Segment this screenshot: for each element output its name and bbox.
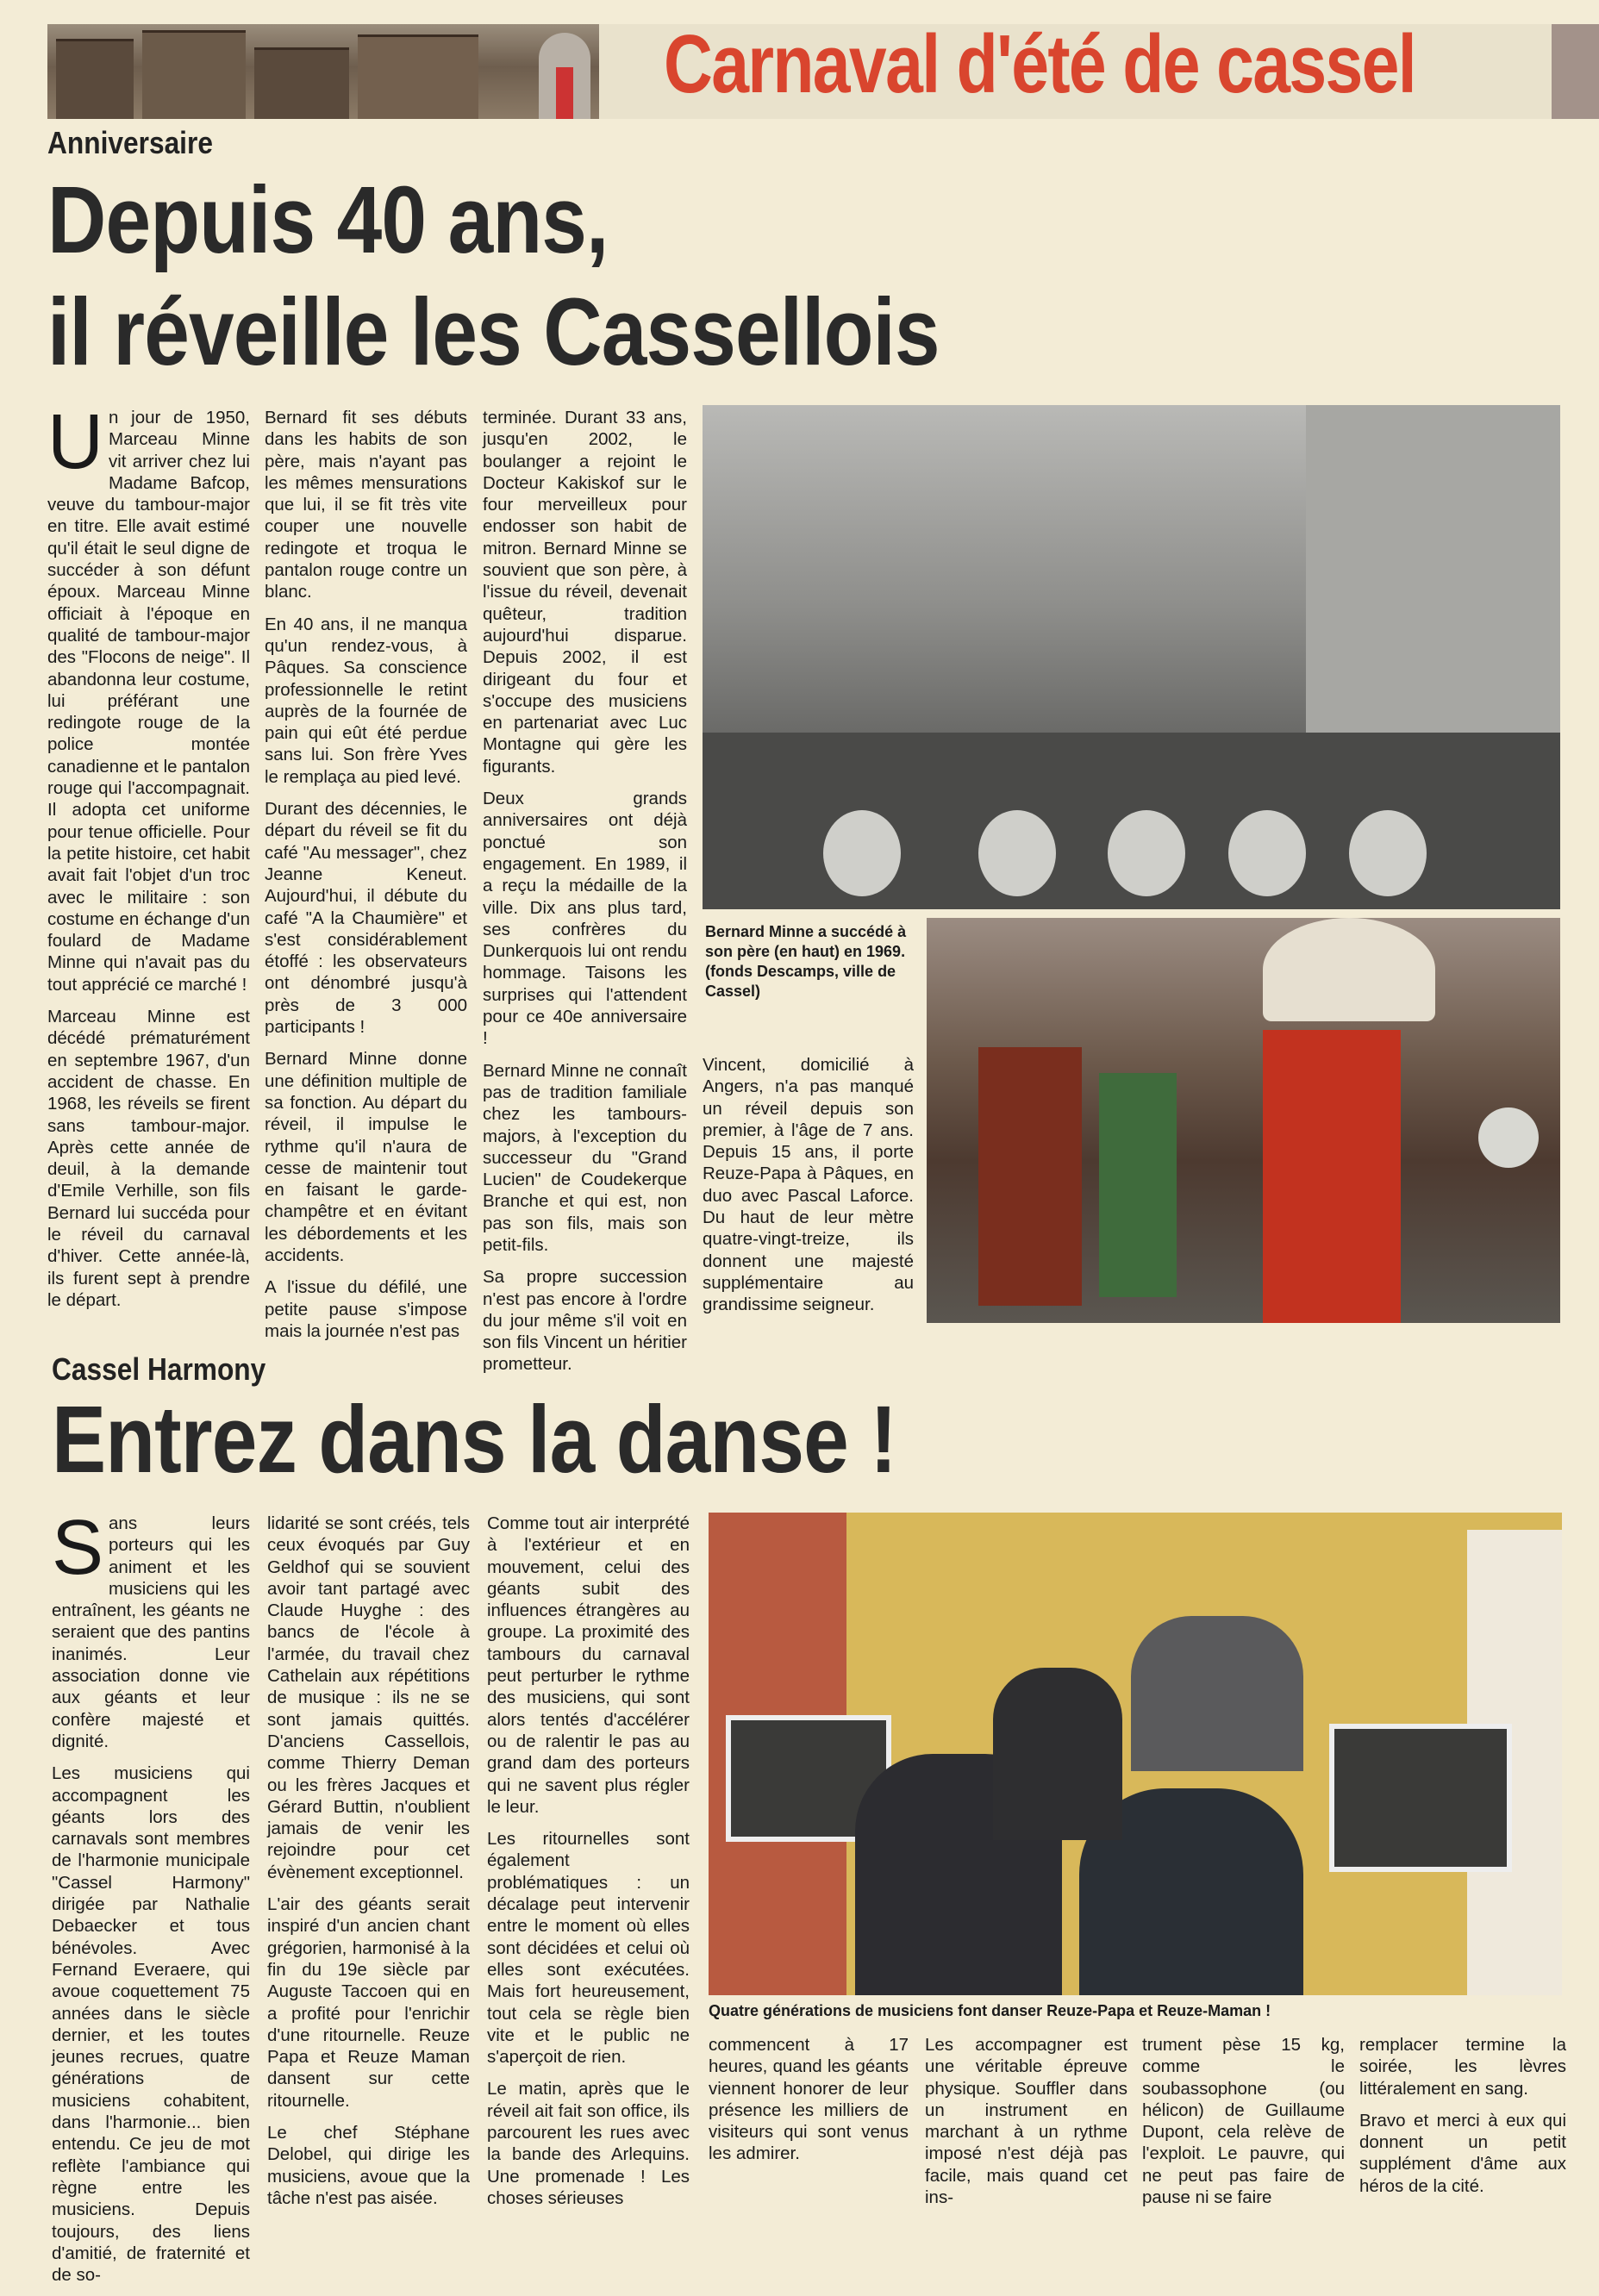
- article2-column-2: [267, 1513, 470, 2219]
- drop-cap-2: S: [52, 1505, 104, 1591]
- article1-column-1: [47, 399, 250, 1321]
- article2-col1-p2: Les musiciens qui accompagnent les géants lors des carnavals sont membres de l'harmonie municipale "Cassel Harmony" dirigée par Nathalie Debaecker et tous bénévoles. Avec Fernand Everaere, qui avoue coquettement 75 années dans le siècle dernier, et les toutes jeunes recrues, quatre générations de musiciens cohabitent, dans l'harmonie... bien entendu. Ce jeu de mot reflète l'ambiance qui règne entre les musiciens. Depuis toujours, des liens d'amitié, de fraternité et de so-: [52, 1763, 250, 2286]
- article2-kicker: Cassel Harmony: [52, 1351, 266, 1387]
- article2-col1-p1: ans leurs porteurs qui les animent et les musiciens qui les entraînent, les géants ne seraient que des pantins inanimés. Leur association donne vie aux géants et leur confère majesté et dignité.: [52, 1513, 250, 1751]
- article1-kicker: Anniversaire: [47, 125, 213, 160]
- article2-col2-p2: L'air des géants serait inspiré d'un ancien chant grégorien, harmonisé à la fin du 19e siècle par Auguste Taccoen qui en a profité pour l'enrichir d'une ritournelle. Reuze Papa et Reuze Maman dansent sur cette ritournelle.: [267, 1894, 470, 2111]
- article2-column-4: [709, 2034, 909, 2175]
- article1-col4-p1: Vincent, domicilié à Angers, n'a pas manqué un réveil depuis son premier, à l'âge de 7 ans. Depuis 15 ans, il porte Reuze-Papa à Pâques, en duo avec Pascal Laforce. Du haut de leur mètre quatre-vingt-treize, ils donnent une majesté supplémentaire au grandissime seigneur.: [703, 1055, 914, 1315]
- banner-photo: [47, 24, 599, 119]
- article2-col6-p1: trument pèse 15 kg, comme le soubassophone (ou hélicon) de Guillaume Dupont, cela relève de l'exploit. Le pauvre, qui ne peut pas faire de pause ni se faire: [1142, 2035, 1345, 2208]
- article1-column-2: [265, 407, 467, 1352]
- article2-col2-p1: lidarité se sont créés, tels ceux évoqués par Guy Geldhof qui se souvient avoir tant partagé avec Claude Huyghe : des bancs de l'école à l'armée, du travail chez Cathelain aux répétitions de musique : ils ne se sont jamais quittés. D'anciens Cassellois, comme Thierry Deman ou les frères Jacques et Gérard Buttin, n'oublient jamais de venir les rejoindre pour cet évènement exceptionnel.: [267, 1513, 470, 1882]
- photo-carnival-parade: [927, 918, 1560, 1323]
- article2-col3-p2: Les ritournelles sont également problématiques : un décalage peut intervenir entre le moment où elles sont décidées et celui où elles sont exécutées. Mais fort heureusement, tout cela se règle bien vite et le public ne s'aperçoit de rien.: [487, 1829, 690, 2068]
- photo-drummers-group: [703, 405, 1560, 909]
- article1-col1-p2: Marceau Minne est décédé prématurément en septembre 1967, d'un accident de chasse. En 1968, les réveils se firent sans tambour-major. Après cette année de deuil, à la demande d'Emile Verhille, son fils Bernard lui succéda pour le réveil du carnaval d'hiver. Cette année-là, ils furent sept à prendre le départ.: [47, 1007, 250, 1310]
- article2-col3-p1: Comme tout air interprété à l'extérieur et en mouvement, celui des géants subit des influences étrangères au groupe. La proximité des tambours du carnaval peut perturber le rythme des musiciens, qui sont alors tentés d'accélérer ou de ralentir le pas au grand dam des porteurs qui ne savent plus régler le leur.: [487, 1513, 690, 1817]
- article1-column-3: [483, 407, 687, 1386]
- article2-photo-caption: Quatre générations de musiciens font danser Reuze-Papa et Reuze-Maman !: [709, 2002, 1271, 2019]
- article1-col3-p1: terminée. Durant 33 ans, jusqu'en 2002, le boulanger a rejoint le Docteur Kakiskof sur le four merveilleux pour endosser son habit de mitron. Bernard Minne se souvient que son père, à l'issue du réveil, devenait quêteur, tradition aujourd'hui disparue. Depuis 2002, il est dirigeant du four et s'occupe des musiciens en partenariat avec Luc Montagne qui gère les figurants.: [483, 408, 687, 777]
- article2-col4-p1: commencent à 17 heures, quand les géants viennent honorer de leur présence les milliers de visiteurs qui sont venus les admirer.: [709, 2035, 909, 2164]
- article2-col7-p1: remplacer termine la soirée, les lèvres littéralement en sang.: [1359, 2035, 1566, 2099]
- article2-col3-p3: Le matin, après que le réveil ait fait son office, ils parcourent les rues avec la bande des Arlequins. Une promenade ! Les choses sérieuses: [487, 2079, 690, 2208]
- drop-cap: U: [47, 399, 103, 485]
- article2-headline: Entrez dans la danse !: [52, 1387, 896, 1493]
- article1-col2-p2: En 40 ans, il ne manqua qu'un rendez-vous, à Pâques. Sa conscience professionnelle le retint auprès de la fournée de pain qui eût été perdue sans lui. Son frère Yves le remplaça au pied levé.: [265, 614, 467, 787]
- article1-col2-p4: Bernard Minne donne une définition multiple de sa fonction. Au départ du réveil, il impulse le rythme qu'il n'aura de cesse de maintenir tout en faisant le garde-champêtre et en évitant les débordements et les accidents.: [265, 1049, 467, 1265]
- article1-col2-p1: Bernard fit ses débuts dans les habits de son père, mais n'ayant pas les mêmes mensurations que lui, il se fit très vite couper une nouvelle redingote et troqua le pantalon rouge contre un blanc.: [265, 408, 467, 602]
- article2-column-1: [52, 1505, 250, 2296]
- article2-col7-p2: Bravo et merci à eux qui donnent un petit supplément d'âme aux héros de la cité.: [1359, 2110, 1566, 2196]
- photo-four-generations: [709, 1513, 1562, 1995]
- article1-col3-p4: Sa propre succession n'est pas encore à l'ordre du jour même s'il voit en son fils Vincent un héritier prometteur.: [483, 1267, 687, 1375]
- article1-col2-p3: Durant des décennies, le départ du réveil se fit du café "Au messager", chez Jeanne Keneut. Aujourd'hui, il débute du café "A la Chaumière" et s'est considérablement étoffé : les observateurs ont dénombré jusqu'à près de 3 000 participants !: [265, 799, 467, 1038]
- article1-headline-line2: il réveille les Cassellois: [47, 279, 940, 385]
- article2-column-5: [925, 2034, 1127, 2218]
- article1-col1-p1: n jour de 1950, Marceau Minne vit arriver chez lui Madame Bafcop, veuve du tambour-major en titre. Elle avait estimé qu'il était le seul digne de succéder à son défunt époux. Marceau Minne officiait à l'époque en qualité de tambour-major des "Flocons de neige". Il abandonna leur costume, lui préférant une redingote rouge de la police montée canadienne et le pantalon rouge qui l'accompagnait. Il adopta cet uniforme pour tenue officielle. Pour la petite histoire, cet habit avait fait l'objet d'un troc avec le militaire : son costume en échange d'un foulard de Madame Minne qui n'avait pas du tout apprécié ce marché !: [47, 408, 250, 995]
- article2-column-7: [1359, 2034, 1566, 2207]
- article2-column-6: [1142, 2034, 1345, 2218]
- article1-col3-p2: Deux grands anniversaires ont déjà ponctué son engagement. En 1989, il a reçu la médaille de la ville. Dix ans plus tard, ses confrères du Dunkerquois lui ont rendu hommage. Taisons les surprises qui l'attendent pour ce 40e anniversaire !: [483, 789, 687, 1049]
- article1-photo-caption: Bernard Minne a succédé à son père (en haut) en 1969. (fonds Descamps, ville de Cassel): [705, 923, 907, 1000]
- article2-col5-p1: Les accompagner est une véritable épreuve physique. Souffler dans un instrument en marchant à un rythme imposé n'est déjà pas facile, mais quand cet ins-: [925, 2035, 1127, 2208]
- article1-headline-line1: Depuis 40 ans,: [47, 167, 609, 273]
- article2-column-3: [487, 1513, 690, 2219]
- article2-col2-p3: Le chef Stéphane Delobel, qui dirige les musiciens, avoue que la tâche n'est pas aisée.: [267, 2123, 470, 2208]
- banner-photo-right: [1552, 24, 1599, 119]
- banner-title: Carnaval d'été de cassel: [664, 18, 1416, 110]
- article1-col3-p3: Bernard Minne ne connaît pas de tradition familiale chez les tambours-majors, à l'exception du successeur du "Grand Lucien" de Coudekerque Branche et qui est, non pas son fils, mais son petit-fils.: [483, 1060, 687, 1255]
- article1-col2-p5: A l'issue du défilé, une petite pause s'impose mais la journée n'est pas: [265, 1277, 467, 1341]
- article1-column-4: [703, 1054, 914, 1326]
